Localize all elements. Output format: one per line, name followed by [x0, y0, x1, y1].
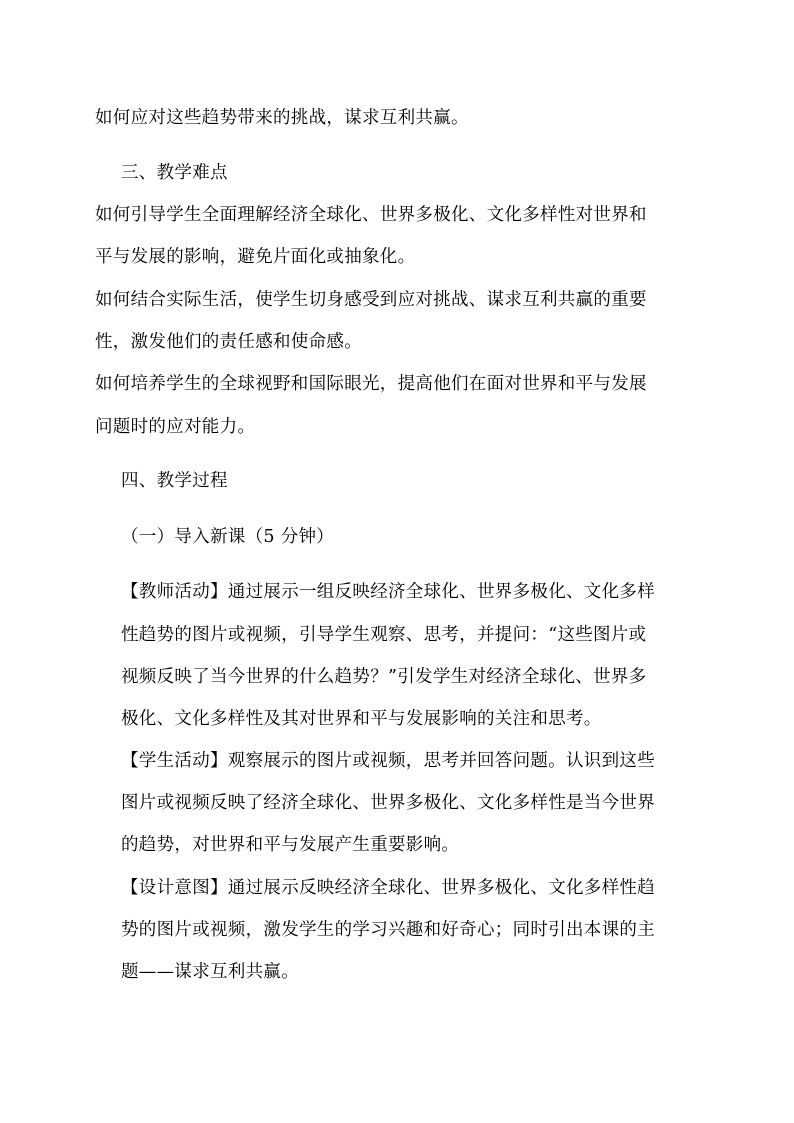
paragraph-line: 【学生活动】观察展示的图片或视频，思考并回答问题。认识到这些 — [121, 751, 655, 771]
paragraph-line: 平与发展的影响，避免片面化或抽象化。 — [95, 247, 416, 267]
section-heading-teaching-difficulties: 三、教学难点 — [121, 163, 228, 183]
paragraph-line: 视频反映了当今世界的什么趋势？”引发学生对经济全球化、世界多 — [121, 667, 647, 687]
paragraph-line: 性，激发他们的责任感和使命感。 — [95, 332, 362, 352]
paragraph-line: 如何结合实际生活，使学生切身感受到应对挑战、谋求互利共赢的重要 — [95, 290, 647, 310]
paragraph-line: 问题时的应对能力。 — [95, 417, 256, 437]
subsection-heading-intro: （一）导入新课（5 分钟） — [121, 527, 335, 547]
paragraph-line: 【设计意图】通过展示反映经济全球化、世界多极化、文化多样性趋 — [121, 878, 655, 898]
paragraph-line: 图片或视频反映了经济全球化、世界多极化、文化多样性是当今世界 — [121, 793, 655, 813]
paragraph-line: 势的图片或视频，激发学生的学习兴趣和好奇心；同时引出本课的主 — [121, 920, 655, 940]
section-heading-teaching-process: 四、教学过程 — [121, 471, 228, 491]
paragraph-line: 如何引导学生全面理解经济全球化、世界多极化、文化多样性对世界和 — [95, 205, 647, 225]
paragraph-line: 的趋势，对世界和平与发展产生重要影响。 — [121, 835, 460, 855]
paragraph-line: 【教师活动】通过展示一组反映经济全球化、世界多极化、文化多样 — [121, 582, 655, 602]
paragraph-line: 题——谋求互利共赢。 — [121, 962, 299, 982]
paragraph-line: 如何应对这些趋势带来的挑战，谋求互利共赢。 — [95, 108, 469, 128]
paragraph-line: 如何培养学生的全球视野和国际眼光，提高他们在面对世界和平与发展 — [95, 374, 647, 394]
paragraph-line: 性趋势的图片或视频，引导学生观察、思考，并提问：“这些图片或 — [121, 625, 647, 645]
paragraph-line: 极化、文化多样性及其对世界和平与发展影响的关注和思考。 — [121, 709, 602, 729]
